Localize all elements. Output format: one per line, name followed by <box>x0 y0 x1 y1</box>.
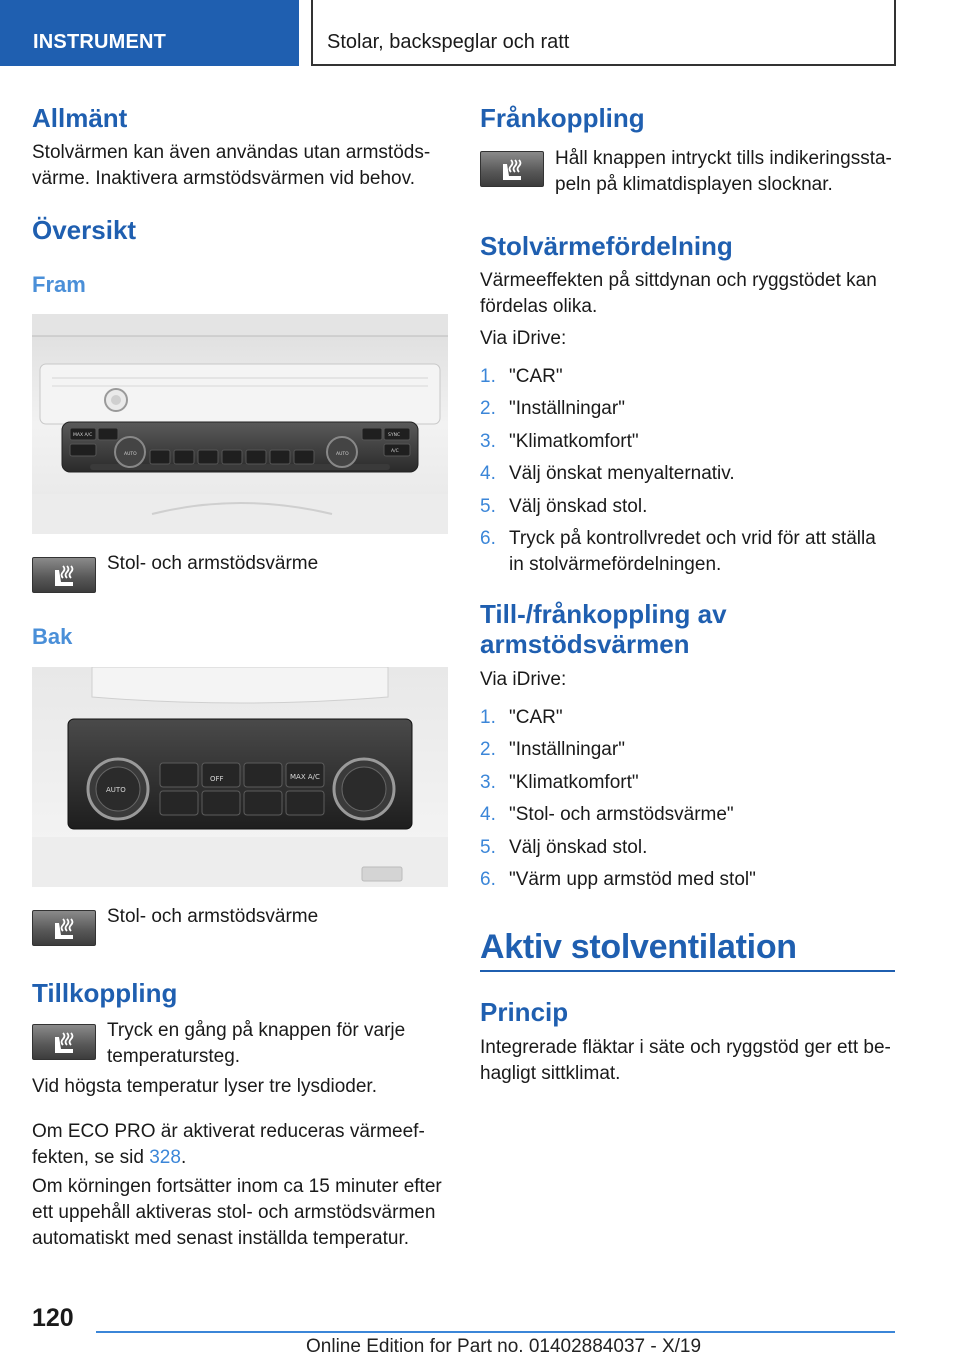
header-section-tab <box>0 0 299 66</box>
text-princip: Integrerade fläktar i säte och ryggstöd ger ett behagligt sittklimat. <box>480 1037 891 1084</box>
text-allmant: Stolvärmen kan även användas utan armstödsvärme. Inaktivera armstödsvärmen vid behov. <box>32 142 431 189</box>
footer-edition: Online Edition for Part no. 01402884037 - X/19 <box>306 1336 702 1357</box>
caption-front: Stol- och armstödsvärme <box>107 553 319 574</box>
front-sync-label: SYNC <box>388 433 401 438</box>
seat-heating-icon <box>49 562 79 588</box>
seat-heating-icon-front <box>32 557 96 593</box>
text-tillkoppling-1: Vid högsta temperatur lyser tre lysdioder. <box>32 1076 377 1097</box>
caption-rear: Stol- och armstödsvärme <box>107 906 319 927</box>
footer-rule <box>96 1331 895 1333</box>
heading-tillkoppling: Tillkoppling <box>32 978 178 1008</box>
front-climate-panel-image <box>32 314 448 534</box>
front-max-ac-label: MAX A/C <box>73 433 93 438</box>
text-tillkoppling-2: Om ECO PRO är aktiverat reduceras värmeeffekten, se sid 328. <box>32 1121 425 1168</box>
text-fordelning: Värmeeffekten på sittdynan och ryggstödet kan fördelas olika. <box>480 270 877 317</box>
front-ac-label: A/C <box>391 449 399 454</box>
heading-frankoppling: Frånkoppling <box>480 103 645 133</box>
header-chapter-tab <box>311 0 896 66</box>
rear-climate-panel-image <box>32 667 448 887</box>
seat-heating-icon <box>497 156 527 182</box>
heading-allmant: Allmänt <box>32 103 128 133</box>
seat-heating-icon-tillkoppling <box>32 1024 96 1060</box>
heading-princip: Princip <box>480 997 569 1027</box>
rear-max-ac-label: MAX A/C <box>290 773 320 781</box>
heading-till-frankoppling-l2: armstödsvärmen <box>480 629 690 659</box>
heading-aktiv-stolventilation: Aktiv stolventilation <box>480 928 797 966</box>
heading-till-frankoppling-l1: Till-/frånkoppling av <box>480 599 727 629</box>
heading-bak: Bak <box>32 624 73 649</box>
seat-heating-icon-rear <box>32 910 96 946</box>
page-number: 120 <box>32 1304 74 1332</box>
header-section-label: INSTRUMENT <box>33 31 167 53</box>
seat-heating-icon <box>49 915 79 941</box>
text-tillkoppling-3: Om körningen fortsätter inom ca 15 minuter efter ett uppehåll aktiveras stol- och armstödsvärmen automatiskt med senast inställda temperatur. <box>32 1176 442 1249</box>
rear-off-label: OFF <box>210 775 224 783</box>
heading-fram: Fram <box>32 272 86 297</box>
text-via-idrive-2: Via iDrive: <box>480 669 567 690</box>
front-auto-right-label: AUTO <box>336 452 349 457</box>
text-tillkoppling-icon: Tryck en gång på knappen för varje temperatursteg. <box>107 1020 406 1067</box>
heading-stolvarmefordelning: Stolvärmefördelning <box>480 231 733 261</box>
header-chapter-label: Stolar, backspeglar och ratt <box>327 31 570 53</box>
page-link-328[interactable]: 328 <box>149 1147 181 1168</box>
text-via-idrive-1: Via iDrive: <box>480 328 567 349</box>
seat-heating-icon <box>49 1029 79 1055</box>
text-frankoppling: Håll knappen intryckt tills indikeringsstapeln på klimatdisplayen slocknar. <box>555 148 892 195</box>
seat-heating-icon-frankoppling <box>480 151 544 187</box>
rear-auto-label: AUTO <box>106 786 126 794</box>
front-auto-left-label: AUTO <box>124 452 137 457</box>
heading-oversikt: Översikt <box>32 215 137 245</box>
section-rule <box>480 970 895 972</box>
